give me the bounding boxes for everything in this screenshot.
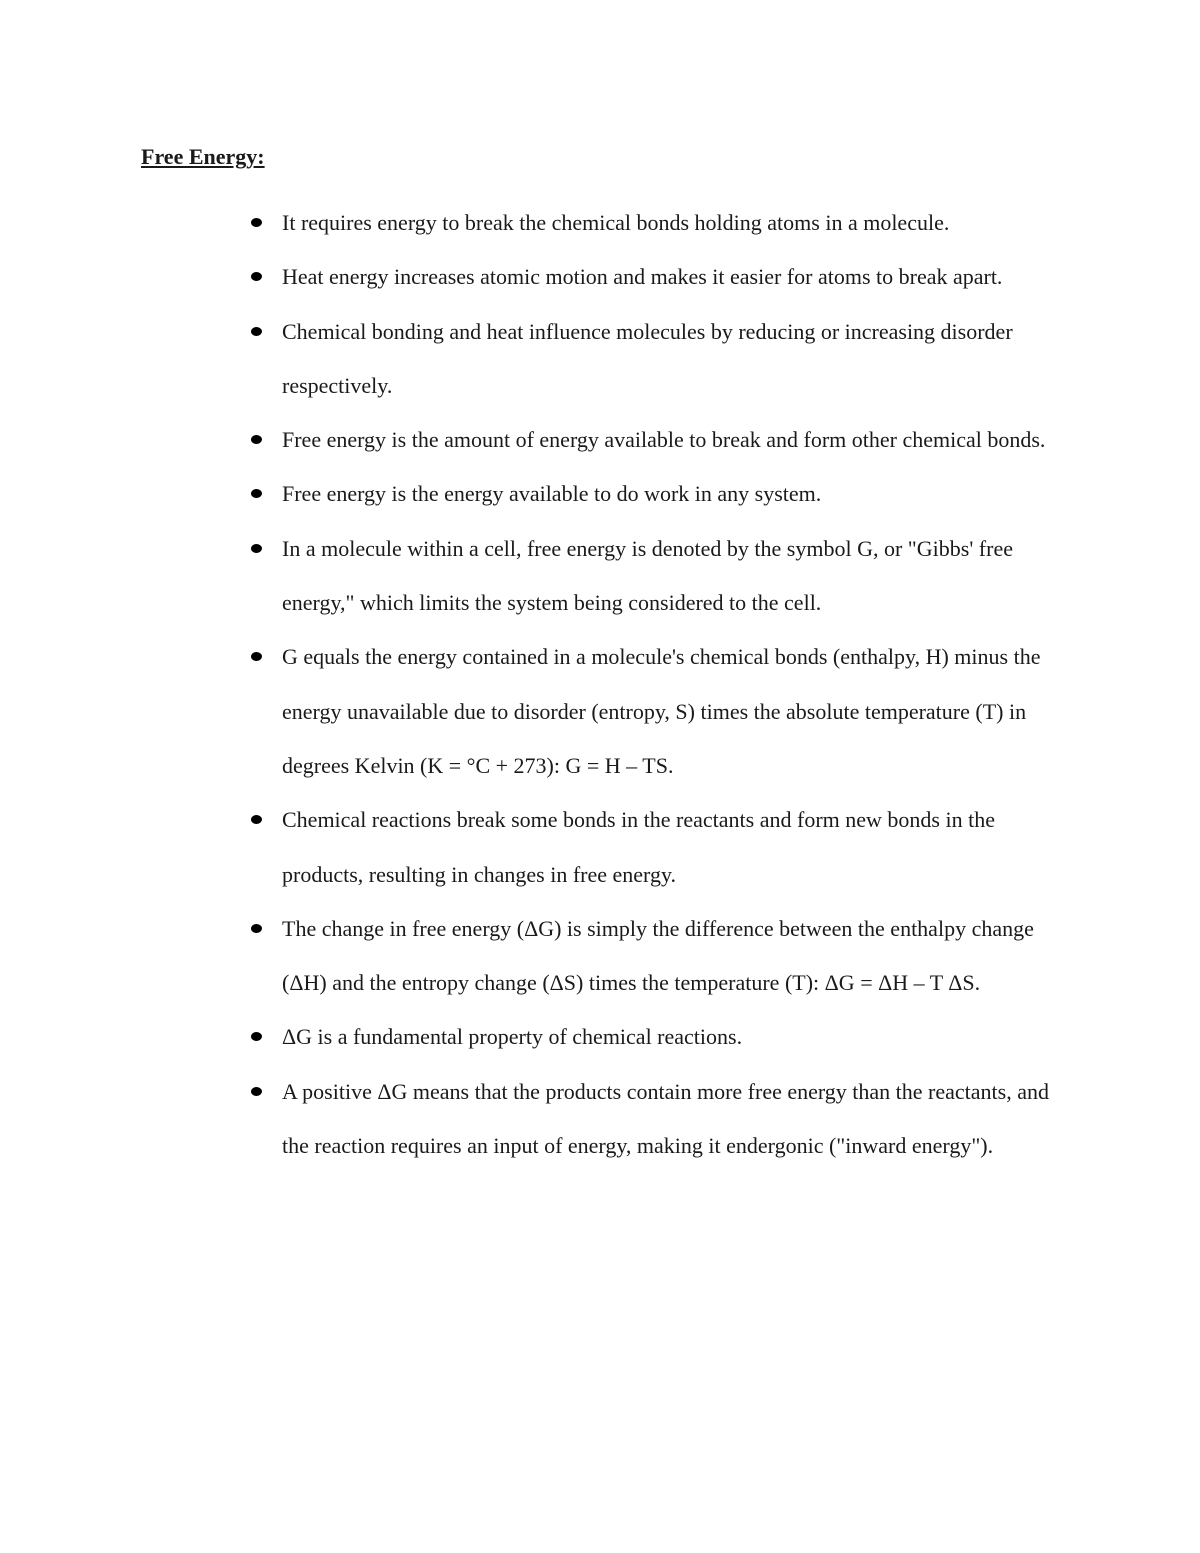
list-item-text: ΔG is a fundamental property of chemical reactions. [282, 1024, 743, 1050]
list-item-text: Heat energy increases atomic motion and makes it easier for atoms to break apart. [282, 264, 1003, 290]
list-item [0, 196, 1072, 250]
list-item [0, 305, 1072, 414]
bullet-icon [251, 435, 262, 444]
bullet-list [0, 196, 1200, 1173]
list-item-text: In a molecule within a cell, free energy is denoted by the symbol G, or "Gibbs' free energy," which limits the system being considered to the cell. [282, 535, 1013, 616]
bullet-icon [251, 489, 262, 498]
list-item [0, 630, 1072, 793]
list-item-text: Free energy is the amount of energy available to break and form other chemical bonds. [282, 427, 1046, 453]
bullet-icon [251, 652, 262, 661]
list-item-text: Free energy is the energy available to do work in any system. [282, 481, 822, 507]
bullet-icon [251, 544, 262, 553]
list-item-text: G equals the energy contained in a molecule's chemical bonds (enthalpy, H) minus the energy unavailable due to disorder (entropy, S) times the absolute temperature (T) in degrees Kelvin (K = °C + 273): G = H – TS. [282, 644, 1041, 778]
list-item [0, 1065, 1072, 1174]
list-item-text: The change in free energy (ΔG) is simply the difference between the enthalpy change (ΔH) and the entropy change (ΔS) times the temperature (T): ΔG = ΔH – T ΔS. [282, 915, 1034, 996]
list-item-text: It requires energy to break the chemical bonds holding atoms in a molecule. [282, 210, 950, 235]
bullet-icon [251, 218, 262, 227]
list-item [0, 413, 1072, 467]
bullet-icon [251, 1087, 262, 1096]
list-item-text: Chemical reactions break some bonds in the reactants and form new bonds in the products, resulting in changes in free energy. [282, 807, 995, 887]
list-item [0, 467, 1072, 521]
list-item [0, 250, 1072, 304]
bullet-icon [251, 272, 262, 281]
list-item [0, 793, 1072, 902]
bullet-icon [251, 327, 262, 336]
list-item-text: A positive ΔG means that the products contain more free energy than the reactants, and the reaction requires an input of energy, making it endergonic ("inward energy"). [282, 1078, 1049, 1159]
bullet-icon [251, 815, 262, 824]
bullet-icon [251, 924, 262, 933]
list-item [0, 902, 1072, 1011]
list-item-text: Chemical bonding and heat influence molecules by reducing or increasing disorder respectively. [282, 318, 1013, 398]
list-item [0, 522, 1072, 631]
list-item [0, 1010, 1072, 1064]
page-heading: Free Energy: [141, 144, 265, 169]
bullet-icon [251, 1032, 262, 1041]
